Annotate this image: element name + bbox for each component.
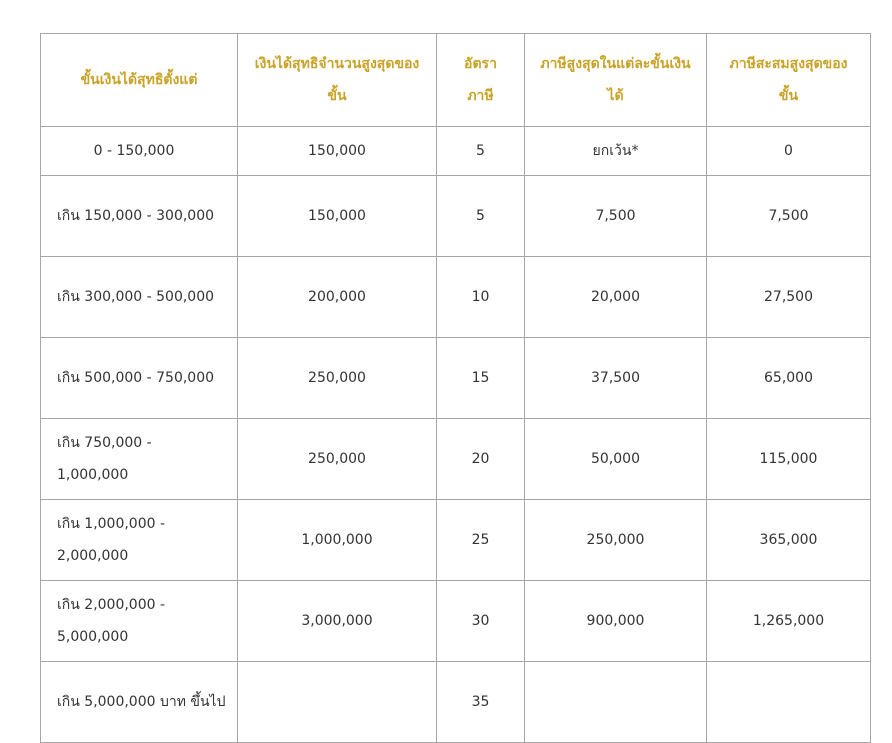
cell-cumulative-tax: 7,500 — [707, 176, 871, 257]
cell-max-net-income — [238, 662, 437, 743]
header-cumulative-tax: ภาษีสะสมสูงสุดของขั้น — [707, 34, 871, 127]
tax-rate-table-container — [40, 33, 871, 743]
cell-income-range: เกิน 500,000 - 750,000 — [41, 338, 238, 419]
cell-tax-rate: 15 — [437, 338, 525, 419]
cell-max-net-income: 200,000 — [238, 257, 437, 338]
cell-income-range: เกิน 1,000,000 - 2,000,000 — [41, 500, 238, 581]
cell-max-tax-per-step: 50,000 — [525, 419, 707, 500]
cell-max-tax-per-step — [525, 662, 707, 743]
cell-tax-rate: 30 — [437, 581, 525, 662]
cell-tax-rate: 20 — [437, 419, 525, 500]
cell-max-tax-per-step: 37,500 — [525, 338, 707, 419]
cell-cumulative-tax: 365,000 — [707, 500, 871, 581]
cell-income-range: เกิน 750,000 - 1,000,000 — [41, 419, 238, 500]
table-row — [41, 176, 871, 257]
cell-max-tax-per-step: 900,000 — [525, 581, 707, 662]
cell-income-range: เกิน 300,000 - 500,000 — [41, 257, 238, 338]
cell-income-range: เกิน 2,000,000 - 5,000,000 — [41, 581, 238, 662]
cell-max-net-income: 250,000 — [238, 338, 437, 419]
table-row — [41, 338, 871, 419]
cell-tax-rate: 5 — [437, 127, 525, 176]
cell-max-tax-per-step: ยกเว้น* — [525, 127, 707, 176]
table-row — [41, 257, 871, 338]
cell-max-tax-per-step: 7,500 — [525, 176, 707, 257]
cell-income-range: เกิน 150,000 - 300,000 — [41, 176, 238, 257]
cell-cumulative-tax: 0 — [707, 127, 871, 176]
cell-tax-rate: 25 — [437, 500, 525, 581]
header-tax-rate: อัตราภาษี — [437, 34, 525, 127]
header-max-net-income: เงินได้สุทธิจำนวนสูงสุดของขั้น — [238, 34, 437, 127]
cell-tax-rate: 35 — [437, 662, 525, 743]
cell-cumulative-tax: 1,265,000 — [707, 581, 871, 662]
cell-tax-rate: 5 — [437, 176, 525, 257]
cell-max-net-income: 1,000,000 — [238, 500, 437, 581]
header-max-tax-per-step: ภาษีสูงสุดในแต่ละขั้นเงินได้ — [525, 34, 707, 127]
cell-cumulative-tax: 27,500 — [707, 257, 871, 338]
table-header-row — [41, 34, 871, 127]
table-row — [41, 581, 871, 662]
cell-max-net-income: 150,000 — [238, 127, 437, 176]
table-row — [41, 500, 871, 581]
table-row — [41, 662, 871, 743]
cell-max-net-income: 150,000 — [238, 176, 437, 257]
cell-max-tax-per-step: 250,000 — [525, 500, 707, 581]
cell-cumulative-tax: 65,000 — [707, 338, 871, 419]
tax-rate-table — [40, 33, 871, 743]
table-row — [41, 419, 871, 500]
cell-income-range: 0 - 150,000 — [41, 127, 238, 176]
header-income-range: ขั้นเงินได้สุทธิตั้งแต่ — [41, 34, 238, 127]
table-row — [41, 127, 871, 176]
cell-max-tax-per-step: 20,000 — [525, 257, 707, 338]
cell-cumulative-tax: 115,000 — [707, 419, 871, 500]
cell-max-net-income: 250,000 — [238, 419, 437, 500]
cell-max-net-income: 3,000,000 — [238, 581, 437, 662]
cell-income-range: เกิน 5,000,000 บาท ขึ้นไป — [41, 662, 238, 743]
cell-cumulative-tax — [707, 662, 871, 743]
cell-tax-rate: 10 — [437, 257, 525, 338]
